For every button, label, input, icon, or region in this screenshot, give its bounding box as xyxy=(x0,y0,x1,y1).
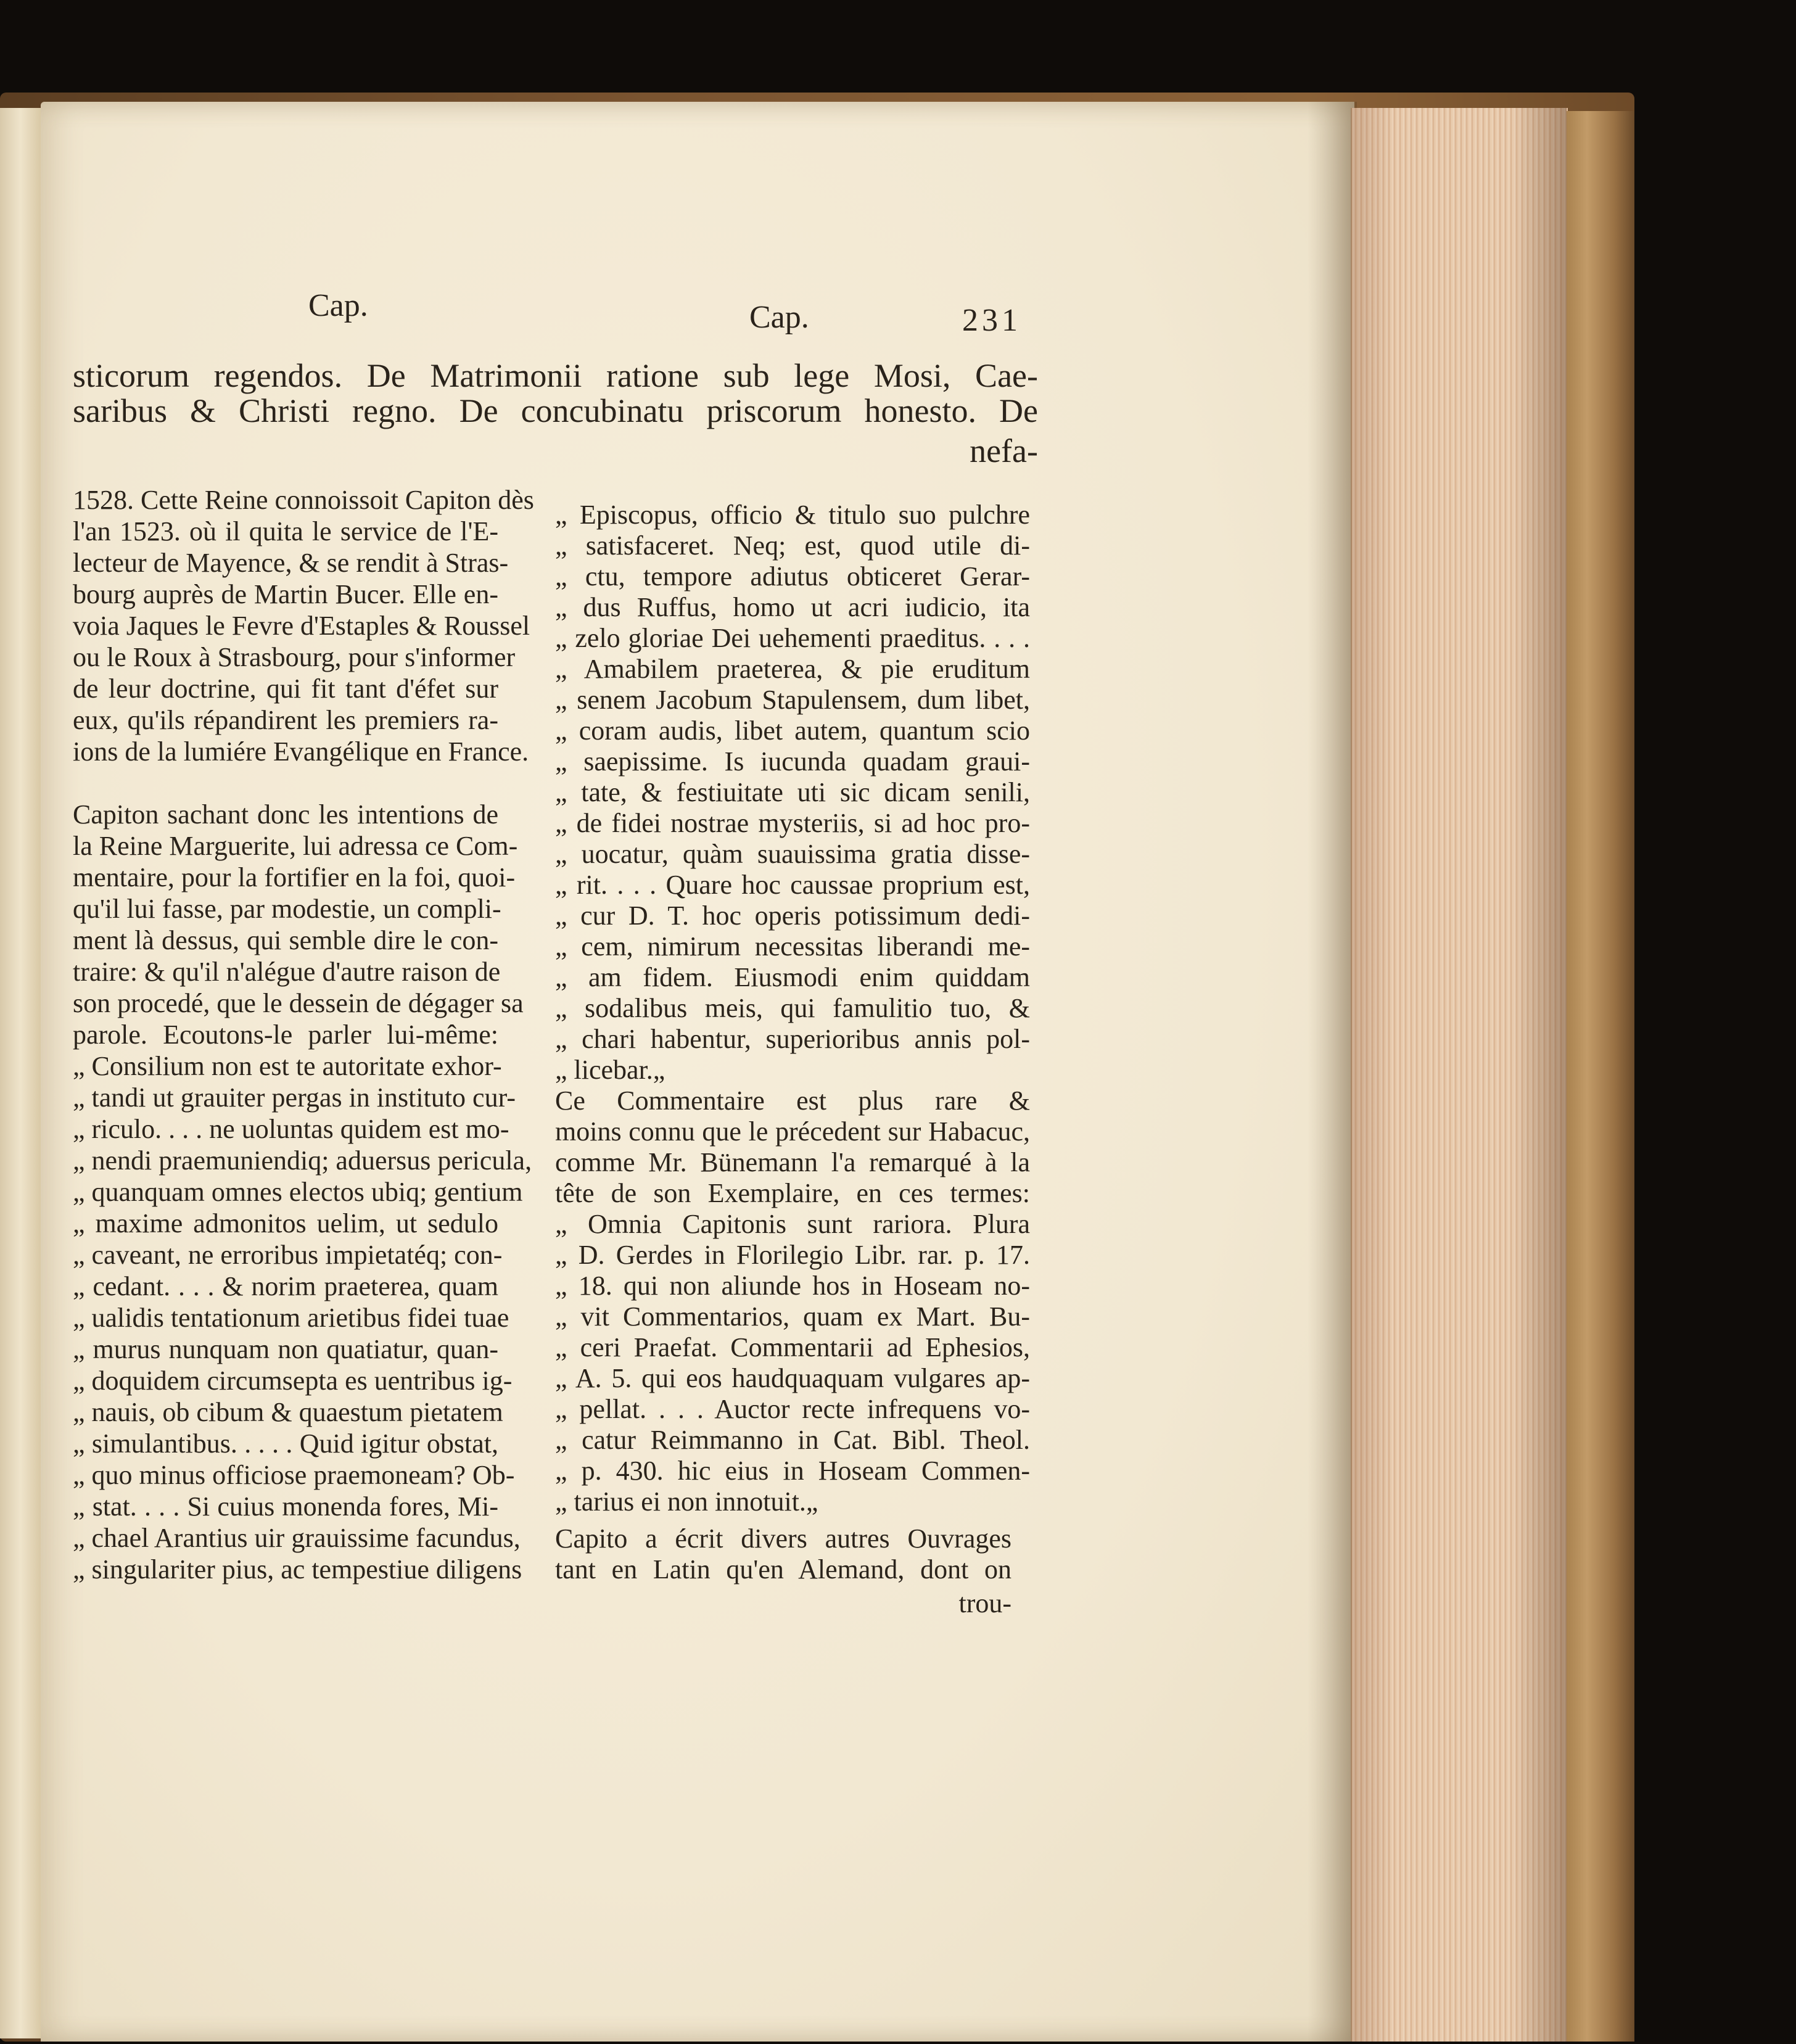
text-line: tant en Latin qu'en Alemand, dont on xyxy=(555,1554,1011,1585)
text-line: „ D. Gerdes in Florilegio Libr. rar. p. 17. xyxy=(555,1240,1030,1270)
text-line: lecteur de Mayence, & se rendit à Stras- xyxy=(73,548,509,578)
text-line: traire: & qu'il n'alégue d'autre raison de xyxy=(73,957,501,987)
top-block-line: sticorum regendos. De Matrimonii ratione sub lege Mosi, Cae- xyxy=(73,357,1038,394)
text-line: „ murus nunquam non quatiatur, quan- xyxy=(73,1334,498,1364)
text-line: „ 18. qui non aliunde hos in Hoseam no- xyxy=(555,1271,1030,1301)
text-line: „ ctu, tempore adiutus obticeret Gerar- xyxy=(555,561,1030,591)
text-line: Capiton sachant donc les intentions de xyxy=(73,799,498,830)
text-line: „ riculo. . . . ne uoluntas quidem est mo- xyxy=(73,1114,509,1144)
text-line: „ cem, nimirum necessitas liberandi me- xyxy=(555,931,1030,962)
top-block-line: nefa- xyxy=(970,432,1038,469)
text-line: „ pellat. . . . Auctor recte infrequens vo- xyxy=(555,1394,1030,1424)
text-line: „ simulantibus. . . . . Quid igitur obstat, xyxy=(73,1428,498,1459)
text-line: „ nendi praemuniendiq; aduersus pericula, xyxy=(73,1145,532,1176)
running-head-left: Cap. xyxy=(308,288,368,323)
top-block-line: saribus & Christi regno. De concubinatu priscorum honesto. De xyxy=(73,392,1038,429)
text-line: „ satisfaceret. Neq; est, quod utile di- xyxy=(555,530,1030,561)
text-line: tête de son Exemplaire, en ces termes: xyxy=(555,1178,1030,1208)
text-line: qu'il lui fasse, par modestie, un compli- xyxy=(73,894,501,924)
text-line: eux, qu'ils répandirent les premiers ra- xyxy=(73,705,498,735)
text-line: „ cedant. . . . & norim praeterea, quam xyxy=(73,1271,498,1301)
text-line: „ singulariter pius, ac tempestiue diligens xyxy=(73,1554,522,1585)
text-line: „ Consilium non est te autoritate exhor- xyxy=(73,1051,502,1081)
text-line: mentaire, pour la fortifier en la foi, quoi- xyxy=(73,862,516,892)
page-number: 231 xyxy=(962,303,1021,338)
text-line: ou le Roux à Strasbourg, pour s'informer xyxy=(73,642,516,672)
text-line: „ ualidis tentationum arietibus fidei tuae xyxy=(73,1303,509,1333)
text-line: la Reine Marguerite, lui adressa ce Com- xyxy=(73,831,518,861)
text-line: „ Episcopus, officio & titulo suo pulchre xyxy=(555,500,1030,530)
text-line: „ tarius ei non innotuit.„ xyxy=(555,1486,818,1517)
text-line: „ maxime admonitos uelim, ut sedulo xyxy=(73,1208,498,1238)
text-line: bourg auprès de Martin Bucer. Elle en- xyxy=(73,579,498,609)
text-line: „ am fidem. Eiusmodi enim quiddam xyxy=(555,962,1030,992)
text-line: Ce Commentaire est plus rare & xyxy=(555,1086,1030,1116)
text-line: l'an 1523. où il quita le service de l'E- xyxy=(73,516,498,546)
text-line: „ cur D. T. hoc operis potissimum dedi- xyxy=(555,900,1030,931)
text-line: ment là dessus, qui semble dire le con- xyxy=(73,925,498,955)
text-line: ions de la lumiére Evangélique en France. xyxy=(73,736,529,767)
text-line: de leur doctrine, qui fit tant d'éfet sur xyxy=(73,674,498,704)
text-line: voia Jaques le Fevre d'Estaples & Roussel xyxy=(73,611,530,641)
text-line: „ quanquam omnes electos ubiq; gentium xyxy=(73,1177,523,1207)
text-line: „ coram audis, libet autem, quantum scio xyxy=(555,715,1030,746)
text-line: „ tandi ut grauiter pergas in instituto cur- xyxy=(73,1082,516,1113)
text-line: „ p. 430. hic eius in Hoseam Commen- xyxy=(555,1456,1030,1486)
text-line: „ A. 5. qui eos haudquaquam vulgares ap- xyxy=(555,1363,1030,1393)
running-head-center: Cap. xyxy=(749,300,809,335)
text-line: „ ceri Praefat. Commentarii ad Ephesios, xyxy=(555,1332,1030,1362)
text-line: „ vit Commentarios, quam ex Mart. Bu- xyxy=(555,1301,1030,1332)
text-line: son procedé, que le dessein de dégager sa xyxy=(73,988,524,1018)
text-line: „ doquidem circumsepta es uentribus ig- xyxy=(73,1366,513,1396)
text-line: parole. Ecoutons-le parler lui-même: xyxy=(73,1020,498,1050)
text-line: „ nauis, ob cibum & quaestum pietatem xyxy=(73,1397,503,1427)
text-line: moins connu que le précedent sur Habacuc, xyxy=(555,1116,1030,1147)
text-line: „ Amabilem praeterea, & pie eruditum xyxy=(555,654,1030,684)
text-line: „ saepissime. Is iucunda quadam graui- xyxy=(555,746,1030,777)
text-line: „ de fidei nostrae mysteriis, si ad hoc pro- xyxy=(555,808,1030,838)
text-line: „ uocatur, quàm suauissima gratia disse- xyxy=(555,839,1030,869)
text-line: „ licebar.„ xyxy=(555,1055,665,1085)
text-line: „ caveant, ne erroribus impietatéq; con- xyxy=(73,1240,503,1270)
text-line: „ stat. . . . Si cuius monenda fores, Mi- xyxy=(73,1491,498,1522)
text-line: „ rit. . . . Quare hoc caussae proprium est, xyxy=(555,870,1030,900)
text-line: Capito a écrit divers autres Ouvrages xyxy=(555,1523,1011,1554)
text-line: „ sodalibus meis, qui famulitio tuo, & xyxy=(555,993,1030,1023)
text-line: „ chael Arantius uir grauissime facundus, xyxy=(73,1523,521,1553)
text-line: „ catur Reimmanno in Cat. Bibl. Theol. xyxy=(555,1425,1030,1455)
text-line: „ tate, & festiuitate uti sic dicam senili, xyxy=(555,777,1030,807)
text-line: „ Omnia Capitonis sunt rariora. Plura xyxy=(555,1209,1030,1239)
text-line: „ zelo gloriae Dei uehementi praeditus. . . . xyxy=(555,623,1030,653)
text-line: „ senem Jacobum Stapulensem, dum libet, xyxy=(555,685,1030,715)
text-line: comme Mr. Bünemann l'a remarqué à la xyxy=(555,1147,1030,1177)
text-line: 1528. Cette Reine connoissoit Capiton dès xyxy=(73,485,534,515)
text-line: trou- xyxy=(958,1588,1011,1618)
text-line: „ dus Ruffus, homo ut acri iudicio, ita xyxy=(555,592,1030,622)
text-line: „ quo minus officiose praemoneam? Ob- xyxy=(73,1460,515,1490)
text-line: „ chari habentur, superioribus annis pol- xyxy=(555,1024,1030,1054)
